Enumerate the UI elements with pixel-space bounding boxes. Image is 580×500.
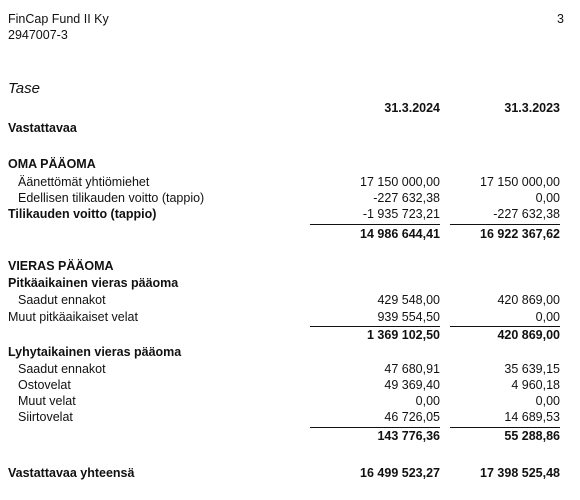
row-value-2023: 0,00: [535, 191, 560, 205]
lyhytaikainen-total-2024: 143 776,36: [377, 429, 440, 443]
oma-paaoma-total-2024: 14 986 644,41: [360, 227, 440, 241]
pitkaaikainen-heading: Pitkäaikainen vieras pääoma: [8, 276, 179, 290]
pitkaaikainen-total-2024: 1 369 102,50: [367, 328, 440, 342]
oma-paaoma-heading: OMA PÄÄOMA: [8, 157, 96, 171]
section-vastattavaa: Vastattavaa: [8, 121, 77, 135]
row-value-2024: 49 369,40: [384, 378, 440, 392]
row-label: Saadut ennakot: [18, 293, 106, 307]
grand-total-2023: 17 398 525,48: [480, 466, 560, 480]
row-value-2023: 0,00: [535, 394, 560, 408]
row-value-2023: 14 689,53: [504, 410, 560, 424]
row-label: Tilikauden voitto (tappio): [8, 207, 157, 221]
row-value-2024: -1 935 723,21: [362, 207, 440, 221]
lyhytaikainen-heading: Lyhytaikainen vieras pääoma: [8, 345, 182, 359]
subtotal-rule: [310, 326, 440, 327]
business-id: 2947007-3: [8, 28, 68, 42]
row-value-2023: 420 869,00: [497, 293, 560, 307]
row-label: Edellisen tilikauden voitto (tappio): [18, 191, 205, 205]
company-name: FinCap Fund II Ky: [8, 12, 109, 26]
page-title: Tase: [8, 80, 40, 97]
row-value-2023: 17 150 000,00: [480, 175, 560, 189]
subtotal-rule: [450, 224, 560, 225]
grand-total-label: Vastattavaa yhteensä: [8, 466, 135, 480]
row-value-2024: 47 680,91: [384, 362, 440, 376]
row-label: Siirtovelat: [18, 410, 73, 424]
row-value-2023: -227 632,38: [493, 207, 560, 221]
row-value-2024: 46 726,05: [384, 410, 440, 424]
row-value-2024: 429 548,00: [377, 293, 440, 307]
row-value-2023: 0,00: [535, 310, 560, 324]
column-header-2024: 31.3.2024: [384, 101, 440, 115]
row-value-2024: 0,00: [415, 394, 440, 408]
subtotal-rule: [310, 224, 440, 225]
lyhytaikainen-total-2023: 55 288,86: [504, 429, 560, 443]
subtotal-rule: [310, 427, 440, 428]
row-value-2024: 939 554,50: [377, 310, 440, 324]
grand-total-2024: 16 499 523,27: [360, 466, 440, 480]
row-label: Ostovelat: [18, 378, 71, 392]
oma-paaoma-total-2023: 16 922 367,62: [480, 227, 560, 241]
row-value-2023: 35 639,15: [504, 362, 560, 376]
row-value-2024: -227 632,38: [373, 191, 440, 205]
vieras-paaoma-heading: VIERAS PÄÄOMA: [8, 259, 114, 273]
row-label: Muut velat: [18, 394, 76, 408]
row-label: Äänettömät yhtiömiehet: [18, 175, 150, 189]
row-label: Muut pitkäaikaiset velat: [8, 310, 138, 324]
row-value-2023: 4 960,18: [511, 378, 560, 392]
row-label: Saadut ennakot: [18, 362, 106, 376]
pitkaaikainen-total-2023: 420 869,00: [497, 328, 560, 342]
column-header-2023: 31.3.2023: [504, 101, 560, 115]
subtotal-rule: [450, 326, 560, 327]
subtotal-rule: [450, 427, 560, 428]
page-number: 3: [557, 12, 564, 26]
row-value-2024: 17 150 000,00: [360, 175, 440, 189]
